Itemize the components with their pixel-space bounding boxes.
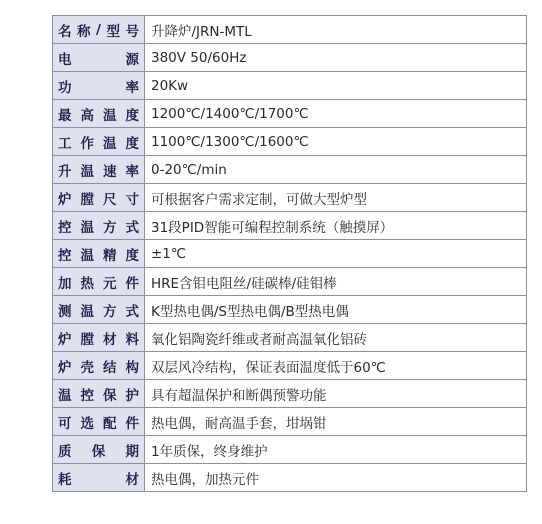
table-row <box>53 352 527 380</box>
spec-table-body <box>53 16 527 492</box>
label-char: 热 <box>80 275 94 292</box>
row-value: 热电偶，加热元件 <box>145 464 527 492</box>
row-label <box>58 356 139 376</box>
row-label <box>58 48 139 68</box>
row-value: 升降炉/JRN-MTL <box>145 16 527 44</box>
label-char: 壳 <box>80 359 94 376</box>
row-value: 0-20℃/min <box>145 156 527 184</box>
row-label-cell <box>53 16 145 44</box>
label-char: 精 <box>103 247 117 264</box>
row-label <box>58 328 139 348</box>
label-char: 功 <box>58 79 72 96</box>
label-char: 电 <box>58 51 72 68</box>
table-row <box>53 436 527 464</box>
row-label-cell <box>53 72 145 100</box>
label-char: 温 <box>80 303 94 320</box>
table-row <box>53 268 527 296</box>
label-char: 材 <box>125 471 139 488</box>
table-row <box>53 72 527 100</box>
table-row <box>53 240 527 268</box>
row-label <box>58 272 139 292</box>
row-value: 具有超温保护和断偶预警功能 <box>145 380 527 408</box>
row-label-cell <box>53 184 145 212</box>
row-value: 380V 50/60Hz <box>145 44 527 72</box>
label-char: 最 <box>58 107 72 124</box>
label-char: 式 <box>125 303 139 320</box>
spec-table <box>52 15 527 492</box>
row-label-cell <box>53 464 145 492</box>
row-value: 氧化铝陶瓷纤维或者耐高温氧化铝砖 <box>145 324 527 352</box>
row-label-cell <box>53 100 145 128</box>
label-char: 温 <box>80 247 94 264</box>
row-label <box>58 132 139 152</box>
label-char: 炉 <box>58 331 72 348</box>
label-char: 温 <box>103 107 117 124</box>
row-value: 31段PID智能可编程控制系统（触摸屏） <box>145 212 527 240</box>
table-row <box>53 100 527 128</box>
row-value: 20Kw <box>145 72 527 100</box>
label-char: 控 <box>58 219 72 236</box>
row-value: 热电偶，耐高温手套，坩埚钳 <box>145 408 527 436</box>
label-char: 控 <box>80 387 94 404</box>
row-value: 双层风冷结构，保证表面温度低于60℃ <box>145 352 527 380</box>
row-label <box>58 384 139 404</box>
table-row <box>53 212 527 240</box>
row-label <box>58 244 139 264</box>
label-char: 率 <box>125 79 139 96</box>
label-char: 作 <box>80 135 94 152</box>
row-value: K型热电偶/S型热电偶/B型热电偶 <box>145 296 527 324</box>
label-char: 炉 <box>58 191 72 208</box>
table-row <box>53 128 527 156</box>
row-label <box>58 216 139 236</box>
row-label-cell <box>53 128 145 156</box>
row-label-cell <box>53 408 145 436</box>
row-label <box>58 20 139 40</box>
label-char: 炉 <box>58 359 72 376</box>
row-label-cell <box>53 352 145 380</box>
label-char: 料 <box>125 331 139 348</box>
label-char: 式 <box>125 219 139 236</box>
label-char: 方 <box>103 303 117 320</box>
row-label <box>58 76 139 96</box>
label-char: 保 <box>103 387 117 404</box>
label-char: 型 <box>106 23 120 40</box>
row-label <box>58 300 139 320</box>
row-value: 1100℃/1300℃/1600℃ <box>145 128 527 156</box>
label-char: 质 <box>58 443 72 460</box>
label-char: 源 <box>125 51 139 68</box>
label-char: 护 <box>125 387 139 404</box>
label-char: 温 <box>58 387 72 404</box>
table-row <box>53 44 527 72</box>
label-char: 元 <box>103 275 117 292</box>
label-char: 升 <box>58 163 72 180</box>
label-char: 寸 <box>125 191 139 208</box>
row-label-cell <box>53 212 145 240</box>
label-char: 保 <box>91 443 106 460</box>
table-row <box>53 408 527 436</box>
table-row <box>53 296 527 324</box>
label-char: 温 <box>80 219 94 236</box>
label-char: 测 <box>58 303 72 320</box>
label-char: 材 <box>103 331 117 348</box>
label-char: 称 <box>77 23 91 40</box>
label-char: 控 <box>58 247 72 264</box>
label-char: 选 <box>80 415 94 432</box>
row-label-cell <box>53 44 145 72</box>
table-row <box>53 184 527 212</box>
row-label <box>58 104 139 124</box>
table-row <box>53 380 527 408</box>
table-row <box>53 464 527 492</box>
row-label-cell <box>53 296 145 324</box>
table-row <box>53 324 527 352</box>
label-char: 温 <box>103 135 117 152</box>
label-char: 名 <box>58 23 72 40</box>
label-char: 号 <box>125 23 139 40</box>
row-label <box>58 412 139 432</box>
row-label <box>58 440 139 460</box>
label-char: 配 <box>103 415 117 432</box>
label-char: 件 <box>125 415 139 432</box>
label-char: 度 <box>125 135 139 152</box>
row-label <box>58 160 139 180</box>
row-value: 1200℃/1400℃/1700℃ <box>145 100 527 128</box>
label-char: 方 <box>103 219 117 236</box>
row-label <box>58 188 139 208</box>
label-char: 工 <box>58 135 72 152</box>
label-char: 膛 <box>80 331 94 348</box>
row-label-cell <box>53 380 145 408</box>
label-char: 度 <box>125 107 139 124</box>
label-char: 件 <box>125 275 139 292</box>
row-value: 1年质保，终身维护 <box>145 436 527 464</box>
table-row <box>53 156 527 184</box>
label-char: 膛 <box>80 191 94 208</box>
label-char: 结 <box>103 359 117 376</box>
label-char: 速 <box>103 163 117 180</box>
row-label-cell <box>53 240 145 268</box>
label-char: 率 <box>125 163 139 180</box>
row-label-cell <box>53 156 145 184</box>
label-char: 尺 <box>103 191 117 208</box>
label-char: 度 <box>125 247 139 264</box>
row-label-cell <box>53 436 145 464</box>
row-label-cell <box>53 268 145 296</box>
row-value: 可根据客户需求定制，可做大型炉型 <box>145 184 527 212</box>
row-value: HRE含钼电阻丝/硅碳棒/硅钼棒 <box>145 268 527 296</box>
row-label-cell <box>53 324 145 352</box>
label-char: / <box>96 21 101 38</box>
label-char: 构 <box>125 359 139 376</box>
row-value: ±1℃ <box>145 240 527 268</box>
label-char: 可 <box>58 415 72 432</box>
table-row <box>53 16 527 44</box>
row-label <box>58 468 139 488</box>
label-char: 加 <box>58 275 72 292</box>
label-char: 耗 <box>58 471 72 488</box>
label-char: 期 <box>125 443 139 460</box>
label-char: 高 <box>80 107 94 124</box>
label-char: 温 <box>80 163 94 180</box>
